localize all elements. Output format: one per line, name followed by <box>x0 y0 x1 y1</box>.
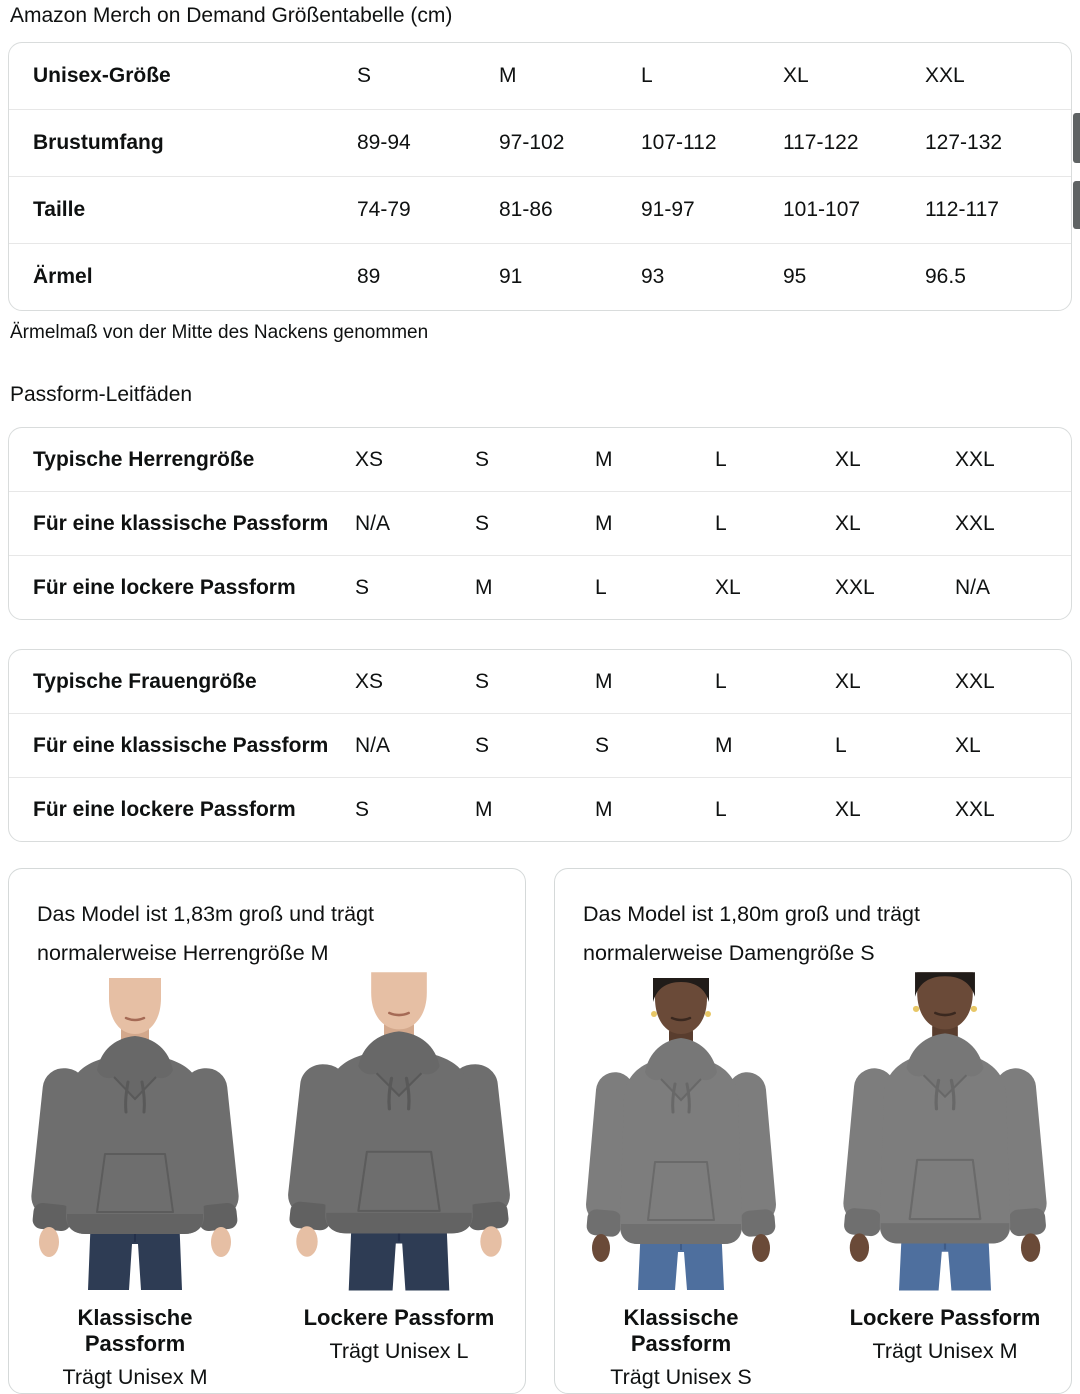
size-cell: XXL <box>955 447 995 471</box>
size-cell: N/A <box>955 575 991 599</box>
size-cell: S <box>355 575 370 599</box>
fit-size: Trägt Unisex M <box>872 1339 1018 1363</box>
size-cell: XXL <box>835 575 875 599</box>
measure-cell: 93 <box>641 265 665 288</box>
scrollbar-thumb[interactable] <box>1073 113 1080 163</box>
size-cell: M <box>595 511 613 535</box>
size-cell: M <box>475 797 493 821</box>
table-row <box>9 428 1071 491</box>
fit-name: Lockere Passform <box>849 1305 1041 1330</box>
size-cell: L <box>715 797 727 821</box>
size-cell: XXL <box>955 511 995 535</box>
row-label: Unisex-Größe <box>33 64 171 87</box>
row-label: Für eine lockere Passform <box>33 575 296 599</box>
row-label: Ärmel <box>33 265 93 288</box>
men-fit-table <box>8 427 1072 620</box>
table-row <box>9 777 1071 841</box>
table-row <box>9 713 1071 777</box>
female-classic-fit-figure <box>575 975 787 1390</box>
size-cell: XL <box>835 797 861 821</box>
table-row <box>9 555 1071 619</box>
size-cell: L <box>715 511 727 535</box>
female-model-card <box>554 868 1072 1394</box>
measure-cell: 89-94 <box>357 131 411 154</box>
size-cell: XXL <box>955 669 995 693</box>
size-cell: N/A <box>355 733 391 757</box>
size-cell: M <box>715 733 733 757</box>
women-fit-table <box>8 649 1072 842</box>
female-model-photo <box>575 975 787 1293</box>
size-cell: XL <box>835 511 861 535</box>
size-cell: N/A <box>355 511 391 535</box>
row-label: Typische Herrengröße <box>33 447 255 471</box>
size-cell: XS <box>355 669 384 693</box>
size-cell: XL <box>835 669 861 693</box>
measure-cell: 127-132 <box>925 131 1003 154</box>
measure-cell: 107-112 <box>641 131 717 154</box>
sleeve-note: Ärmelmaß von der Mitte des Nackens genommen <box>10 322 429 343</box>
female-loose-fit-figure <box>839 975 1051 1390</box>
figures-row <box>29 975 505 1390</box>
figures-row <box>575 975 1051 1390</box>
measure-cell: 97-102 <box>499 131 565 154</box>
size-cell: S <box>475 511 490 535</box>
size-cell: S <box>475 669 490 693</box>
model-description: Das Model ist 1,83m groß und trägt normalerweise Herrengröße M <box>37 902 374 965</box>
unisex-size-table <box>8 42 1072 311</box>
size-cell: XL <box>835 447 861 471</box>
size-cell: S <box>355 797 370 821</box>
size-cell: S <box>475 447 490 471</box>
measure-cell: 101-107 <box>783 198 861 221</box>
row-label: Für eine klassische Passform <box>33 511 329 535</box>
fit-size: Trägt Unisex M <box>62 1365 208 1389</box>
measure-cell: 91 <box>499 265 523 288</box>
table-row <box>9 176 1071 243</box>
size-cell: XXL <box>925 64 965 87</box>
table-row <box>9 650 1071 713</box>
row-label: Taille <box>33 198 86 221</box>
table-row <box>9 43 1071 109</box>
size-cell: M <box>595 797 613 821</box>
size-cell: S <box>357 64 372 87</box>
male-model-photo <box>286 969 513 1293</box>
fit-name: Klassische Passform <box>623 1305 739 1356</box>
fit-guides-heading: Passform-Leitfäden <box>10 383 193 406</box>
table-row <box>9 109 1071 176</box>
size-cell: M <box>595 669 613 693</box>
measure-cell: 74-79 <box>357 198 411 221</box>
model-cards-row <box>8 868 1072 1394</box>
male-model-card <box>8 868 526 1394</box>
size-cell: XXL <box>955 797 995 821</box>
fit-size: Trägt Unisex S <box>610 1365 752 1389</box>
fit-name: Klassische Passform <box>77 1305 193 1356</box>
table-row <box>9 243 1071 310</box>
size-cell: XL <box>715 575 741 599</box>
male-model-photo <box>29 975 241 1293</box>
size-cell: S <box>475 733 490 757</box>
size-cell: L <box>595 575 607 599</box>
fit-name: Lockere Passform <box>303 1305 495 1330</box>
size-cell: XS <box>355 447 384 471</box>
size-cell: L <box>715 669 727 693</box>
scrollbar-thumb[interactable] <box>1073 181 1080 229</box>
row-label: Für eine klassische Passform <box>33 733 329 757</box>
size-cell: M <box>475 575 493 599</box>
male-classic-fit-figure <box>29 975 241 1390</box>
model-description: Das Model ist 1,80m groß und trägt normalerweise Damengröße S <box>583 902 920 965</box>
size-cell: L <box>715 447 727 471</box>
female-model-photo <box>832 969 1059 1293</box>
size-cell: XL <box>955 733 981 757</box>
size-cell: M <box>499 64 517 87</box>
measure-cell: 96.5 <box>925 265 966 288</box>
row-label: Für eine lockere Passform <box>33 797 296 821</box>
size-cell: M <box>595 447 613 471</box>
measure-cell: 81-86 <box>499 198 553 221</box>
page-title: Amazon Merch on Demand Größentabelle (cm) <box>10 4 453 27</box>
measure-cell: 95 <box>783 265 807 288</box>
size-cell: L <box>641 64 653 87</box>
size-cell: XL <box>783 64 809 87</box>
size-cell: L <box>835 733 847 757</box>
row-label: Brustumfang <box>33 131 164 154</box>
measure-cell: 117-122 <box>783 131 859 154</box>
row-label: Typische Frauengröße <box>33 669 257 693</box>
size-cell: S <box>595 733 610 757</box>
table-row <box>9 491 1071 555</box>
measure-cell: 89 <box>357 265 381 288</box>
measure-cell: 91-97 <box>641 198 695 221</box>
fit-size: Trägt Unisex L <box>329 1339 469 1363</box>
measure-cell: 112-117 <box>925 198 999 221</box>
male-loose-fit-figure <box>293 975 505 1390</box>
